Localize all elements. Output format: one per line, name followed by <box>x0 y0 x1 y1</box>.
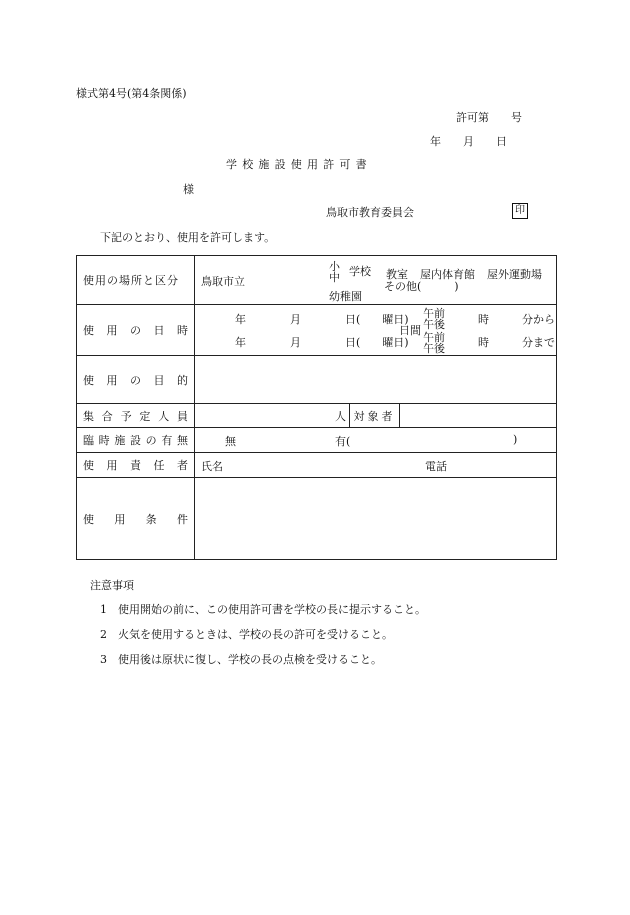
time-from: 時 分から <box>478 313 555 326</box>
issuer: 鳥取市教育委員会 <box>326 206 414 219</box>
date-start: 年 月 日( 曜日) <box>235 313 409 326</box>
date-cell[interactable] <box>195 305 557 356</box>
label-conditions: 使用条件 <box>77 478 195 560</box>
row-conditions <box>77 478 557 560</box>
time-until: 時 分まで <box>478 336 555 349</box>
temp-yes: 有( <box>335 435 351 448</box>
row-temp-facility <box>77 428 557 453</box>
option-other: その他( ) <box>384 280 459 293</box>
note-item <box>100 601 426 617</box>
option-field: 屋外運動場 <box>487 268 542 281</box>
option-classroom: 教室 <box>386 268 408 281</box>
permit-number: 許可第 号 <box>456 111 522 124</box>
date-end: 年 月 日( 曜日) <box>235 336 409 349</box>
kindergarten: 幼稚園 <box>329 290 362 303</box>
row-date <box>77 305 557 356</box>
row-attendance <box>77 404 557 428</box>
note-number: 3 <box>100 653 107 666</box>
note-text: 使用開始の前に、この使用許可書を学校の長に提示すること。 <box>118 603 426 616</box>
label-date: 使用の日時 <box>77 305 195 356</box>
time-pm-end: 午後 <box>423 342 445 355</box>
note-number: 2 <box>100 628 107 641</box>
note-text: 使用後は原状に復し、学校の長の点検を受けること。 <box>118 653 382 666</box>
addressee: 様 <box>183 183 194 196</box>
target-field[interactable] <box>400 404 557 428</box>
place-cell[interactable] <box>195 256 557 305</box>
temp-close-paren: ) <box>513 433 518 446</box>
label-place: 使用の場所と区分 <box>77 256 195 305</box>
note-number: 1 <box>100 603 107 616</box>
label-responsible: 使用責任者 <box>77 453 195 478</box>
purpose-field[interactable] <box>195 356 557 404</box>
school-middle: 中 <box>329 271 340 284</box>
option-gym: 屋内体育館 <box>420 268 475 281</box>
row-place <box>77 256 557 305</box>
attendance-unit: 人 <box>335 409 346 423</box>
intro-text: 下記のとおり、使用を許可します。 <box>100 231 276 244</box>
label-target: 対象者 <box>350 404 400 428</box>
form-number: 様式第4号(第4条関係) <box>76 87 187 100</box>
time-am-start: 午前 <box>423 307 445 320</box>
temp-facility-cell[interactable] <box>195 428 557 453</box>
school-suffix: 学校 <box>349 265 371 278</box>
issue-date: 年 月 日 <box>430 135 507 148</box>
note-text: 火気を使用するときは、学校の長の許可を受けること。 <box>118 628 393 641</box>
row-purpose <box>77 356 557 404</box>
responsible-name-label: 氏名 <box>201 460 223 473</box>
conditions-field[interactable] <box>195 478 557 560</box>
row-responsible <box>77 453 557 478</box>
notes-title: 注意事項 <box>90 579 134 592</box>
attendance-count-field[interactable] <box>195 404 350 428</box>
note-item <box>100 626 393 642</box>
responsible-phone-label: 電話 <box>425 460 447 473</box>
note-item <box>100 651 382 667</box>
label-purpose: 使用の目的 <box>77 356 195 404</box>
place-city: 鳥取市立 <box>201 275 245 288</box>
document-title: 学校施設使用許可書 <box>226 158 372 171</box>
label-temp-facility: 臨時施設の有無 <box>77 428 195 453</box>
temp-none: 無 <box>225 435 236 448</box>
school-elementary: 小 <box>329 260 340 273</box>
permit-table <box>76 255 557 560</box>
time-am-end: 午前 <box>423 331 445 344</box>
time-pm-start: 午後 <box>423 318 445 331</box>
label-attendance: 集合予定人員 <box>77 404 195 428</box>
duration-days: 日間 <box>399 324 421 337</box>
seal-mark: 印 <box>512 203 528 219</box>
responsible-cell[interactable] <box>195 453 557 478</box>
